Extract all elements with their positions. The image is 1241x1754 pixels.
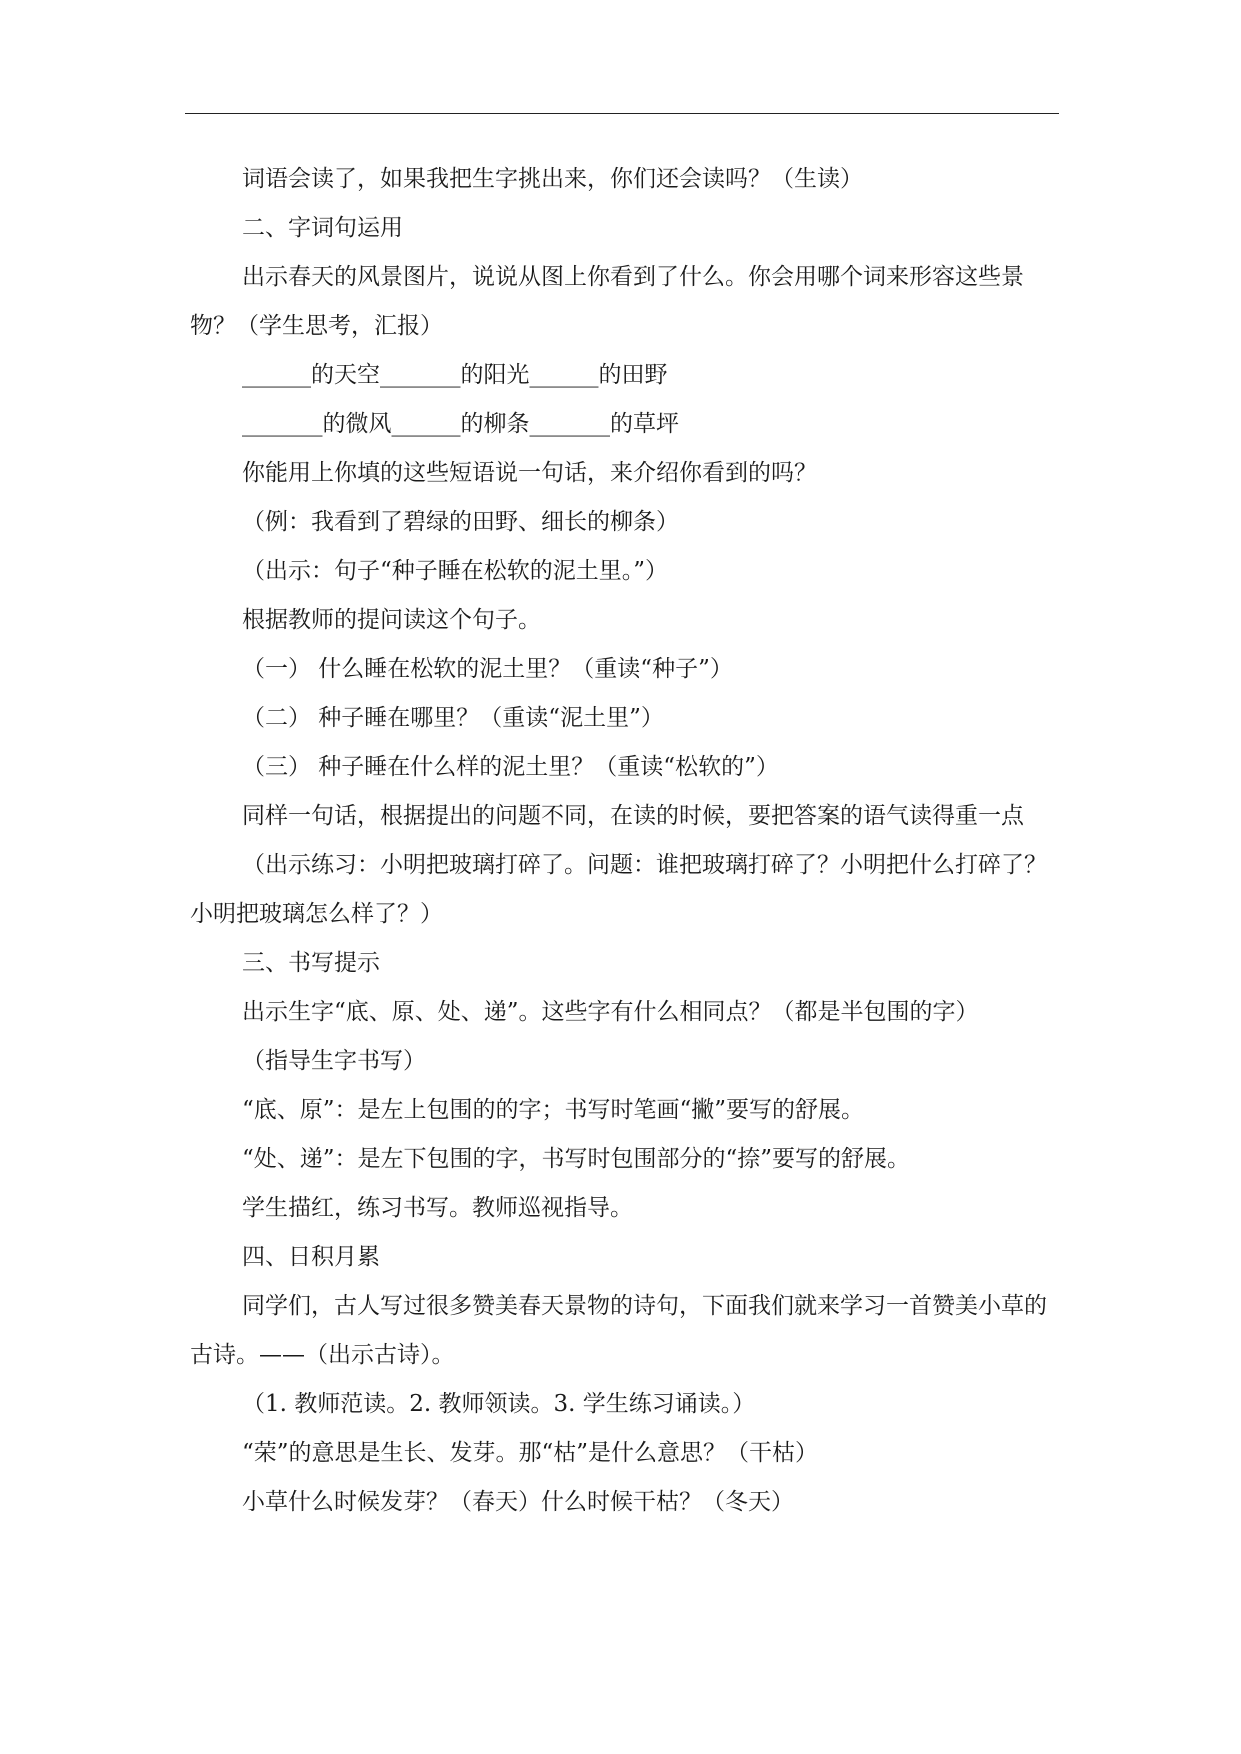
paragraph: （出示练习：小明把玻璃打碎了。问题：谁把玻璃打碎了？小明把什么打碎了？小明把玻璃怎么样了？）	[190, 852, 1047, 927]
question-item: （三） 种子睡在什么样的泥土里？（重读“松软的”）	[242, 754, 779, 780]
paragraph: 根据教师的提问读这个句子。	[242, 607, 541, 633]
header-rule	[185, 113, 1059, 114]
paragraph: 同样一句话，根据提出的问题不同，在读的时候，要把答案的语气读得重一点	[242, 803, 1024, 829]
paragraph: 小草什么时候发芽？（春天）什么时候干枯？（冬天）	[242, 1489, 794, 1515]
fill-in-line: _______的微风______的柳条_______的草坪	[242, 411, 679, 437]
fill-in-line: ______的天空_______的阳光______的田野	[242, 362, 668, 388]
question-item: （二） 种子睡在哪里？（重读“泥土里”）	[242, 705, 664, 731]
paragraph: 同学们，古人写过很多赞美春天景物的诗句，下面我们就来学习一首赞美小草的古诗。——（出示古诗）。	[190, 1293, 1047, 1368]
paragraph: （例：我看到了碧绿的田野、细长的柳条）	[242, 509, 679, 535]
paragraph: 词语会读了，如果我把生字挑出来，你们还会读吗？（生读）	[242, 166, 863, 192]
paragraph: “底、原”：是左上包围的的字；书写时笔画“撇”要写的舒展。	[242, 1097, 865, 1123]
section-heading: 三、书写提示	[242, 950, 380, 976]
paragraph: （指导生字书写）	[242, 1048, 426, 1074]
paragraph: “荣”的意思是生长、发芽。那“枯”是什么意思？（干枯）	[242, 1440, 819, 1466]
paragraph: 出示生字“底、原、处、递”。这些字有什么相同点？（都是半包围的字）	[242, 999, 979, 1025]
question-item: （一） 什么睡在松软的泥土里？（重读“种子”）	[242, 656, 733, 682]
paragraph: “处、递”：是左下包围的字，书写时包围部分的“捺”要写的舒展。	[242, 1146, 911, 1172]
section-heading: 二、字词句运用	[242, 215, 403, 241]
paragraph: 出示春天的风景图片，说说从图上你看到了什么。你会用哪个词来形容这些景物？（学生思考，汇报）	[190, 264, 1024, 339]
paragraph: （1. 教师范读。2. 教师领读。3. 学生练习诵读。）	[242, 1391, 756, 1417]
paragraph: （出示：句子“种子睡在松软的泥土里。”）	[242, 558, 669, 584]
section-heading: 四、日积月累	[242, 1244, 380, 1270]
paragraph: 学生描红，练习书写。教师巡视指导。	[242, 1195, 633, 1221]
document-body	[190, 155, 1060, 1527]
paragraph: 你能用上你填的这些短语说一句话，来介绍你看到的吗？	[242, 460, 817, 486]
